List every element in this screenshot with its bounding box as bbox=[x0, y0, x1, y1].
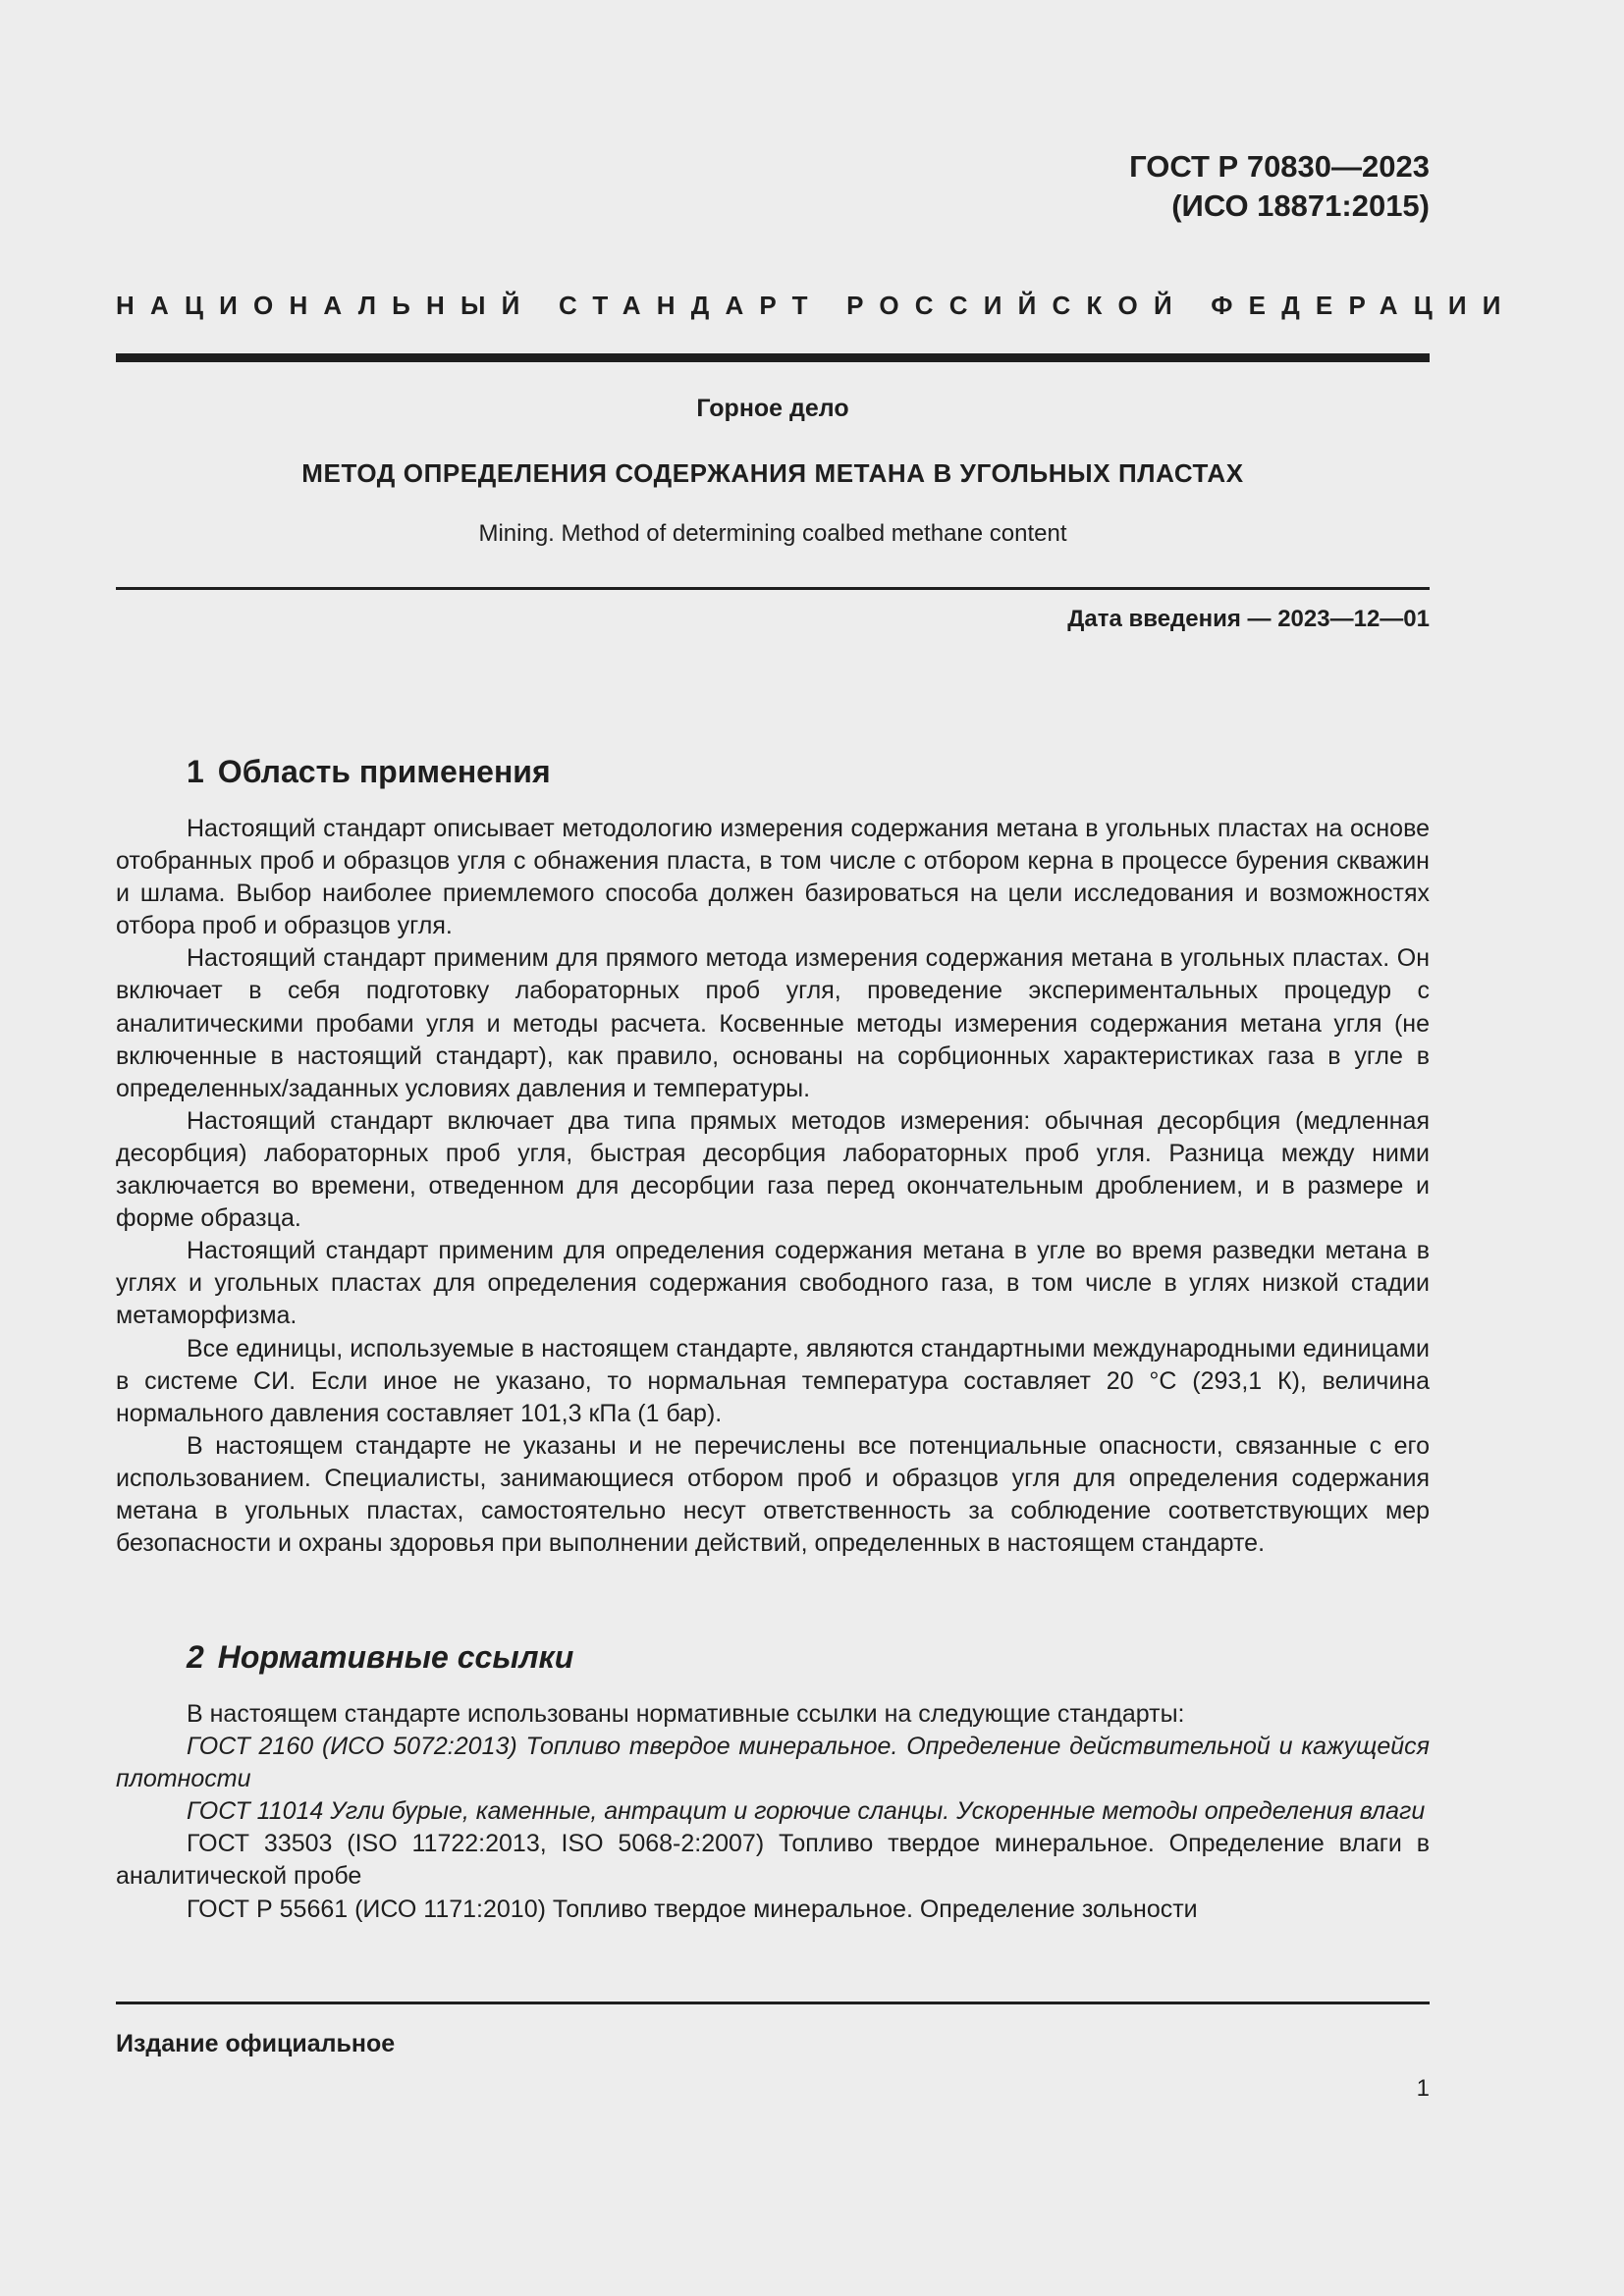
section-1-paragraph: Настоящий стандарт применим для определения содержания метана в угле во время разведки метана в углях и угольных пластах для определения содержания свободного газа, в том числе в углях низкой стадии метаморфизма. bbox=[116, 1237, 1430, 1330]
section-1-paragraph: Все единицы, используемые в настоящем стандарте, являются стандартными международными единицами в системе СИ. Если иное не указано, то нормальная температура составляет 20 °С (293,1 К), величина нормального давления составляет 101,3 кПа (1 бар). bbox=[116, 1334, 1430, 1427]
section-2-title: Нормативные ссылки bbox=[217, 1639, 574, 1675]
section-1-title: Область применения bbox=[217, 754, 551, 789]
standard-number: ГОСТ Р 70830—2023 bbox=[1129, 149, 1430, 184]
section-1-paragraph: Настоящий стандарт применим для прямого метода измерения содержания метана в угольных пластах. Он включает в себя подготовку лабораторных проб угля, проведение экспериментальных процедур с аналитическими пробами угля и методы расчета. Косвенные методы измерения содержания метана угля (не включенные в настоящий стандарт), как правило, основаны на сорбционных характеристиках газа в угле в определенных/заданных условиях давления и температуры. bbox=[116, 944, 1430, 1102]
document-title: МЕТОД ОПРЕДЕЛЕНИЯ СОДЕРЖАНИЯ МЕТАНА В УГОЛЬНЫХ ПЛАСТАХ bbox=[301, 458, 1244, 488]
subject-area: Горное дело bbox=[696, 395, 849, 422]
document-title-english: Mining. Method of determining coalbed methane content bbox=[478, 520, 1067, 547]
document-page bbox=[116, 0, 1517, 2296]
section-1-paragraph: Настоящий стандарт включает два типа прямых методов измерения: обычная десорбция (медленная десорбция) лабораторных проб угля, быстрая десорбция лабораторных проб угля. Разница между ними заключается во времени, отведенном для десорбции газа перед окончательным дроблением, и в размере и форме образца. bbox=[116, 1106, 1430, 1233]
section-2-heading bbox=[187, 1639, 573, 1676]
section-2-number: 2 bbox=[187, 1639, 204, 1675]
header-divider bbox=[116, 353, 1430, 362]
section-2-intro: В настоящем стандарте использованы нормативные ссылки на следующие стандарты: bbox=[187, 1700, 1185, 1728]
page-number: 1 bbox=[1416, 2075, 1430, 2102]
section-1-heading bbox=[187, 754, 551, 790]
footer-divider bbox=[116, 2002, 1430, 2004]
section-1-paragraph: Настоящий стандарт описывает методологию измерения содержания метана в угольных пластах на основе отобранных проб и образцов угля с обнажения пласта, в том числе с отбором керна в процессе бурения скважин и шлама. Выбор наиболее приемлемого способа должен базироваться на цели исследования и возможностях отбора проб и образцов угля. bbox=[116, 815, 1430, 940]
standard-designation bbox=[1129, 147, 1430, 226]
section-2-body bbox=[116, 1698, 1430, 1926]
section-1-body bbox=[116, 813, 1430, 1560]
official-edition-label: Издание официальное bbox=[116, 2030, 396, 2057]
national-standard-banner: НАЦИОНАЛЬНЫЙ СТАНДАРТ РОССИЙСКОЙ ФЕДЕРАЦИИ bbox=[116, 291, 1517, 320]
introduction-date: Дата введения — 2023—12—01 bbox=[1067, 606, 1430, 632]
reference-item: ГОСТ 2160 (ИСО 5072:2013) Топливо твердое минеральное. Определение действительной и кажущейся плотности bbox=[116, 1733, 1430, 1793]
iso-number: (ИСО 18871:2015) bbox=[1171, 188, 1430, 223]
section-1-number: 1 bbox=[187, 754, 204, 789]
reference-item: ГОСТ 33503 (ISO 11722:2013, ISO 5068-2:2007) Топливо твердое минеральное. Определение влаги в аналитической пробе bbox=[116, 1830, 1430, 1891]
section-1-paragraph: В настоящем стандарте не указаны и не перечислены все потенциальные опасности, связанные с его использованием. Специалисты, занимающиеся отбором проб и образцов угля для определения содержания метана в угольных пластах, самостоятельно несут ответственность за соблюдение соответствующих мер безопасности и охраны здоровья при выполнении действий, определенных в настоящем стандарте. bbox=[116, 1431, 1430, 1558]
reference-item: ГОСТ 11014 Угли бурые, каменные, антрацит и горючие сланцы. Ускоренные методы определения влаги bbox=[187, 1797, 1426, 1826]
reference-item: ГОСТ Р 55661 (ИСО 1171:2010) Топливо твердое минеральное. Определение зольности bbox=[187, 1895, 1198, 1923]
title-divider bbox=[116, 587, 1430, 590]
